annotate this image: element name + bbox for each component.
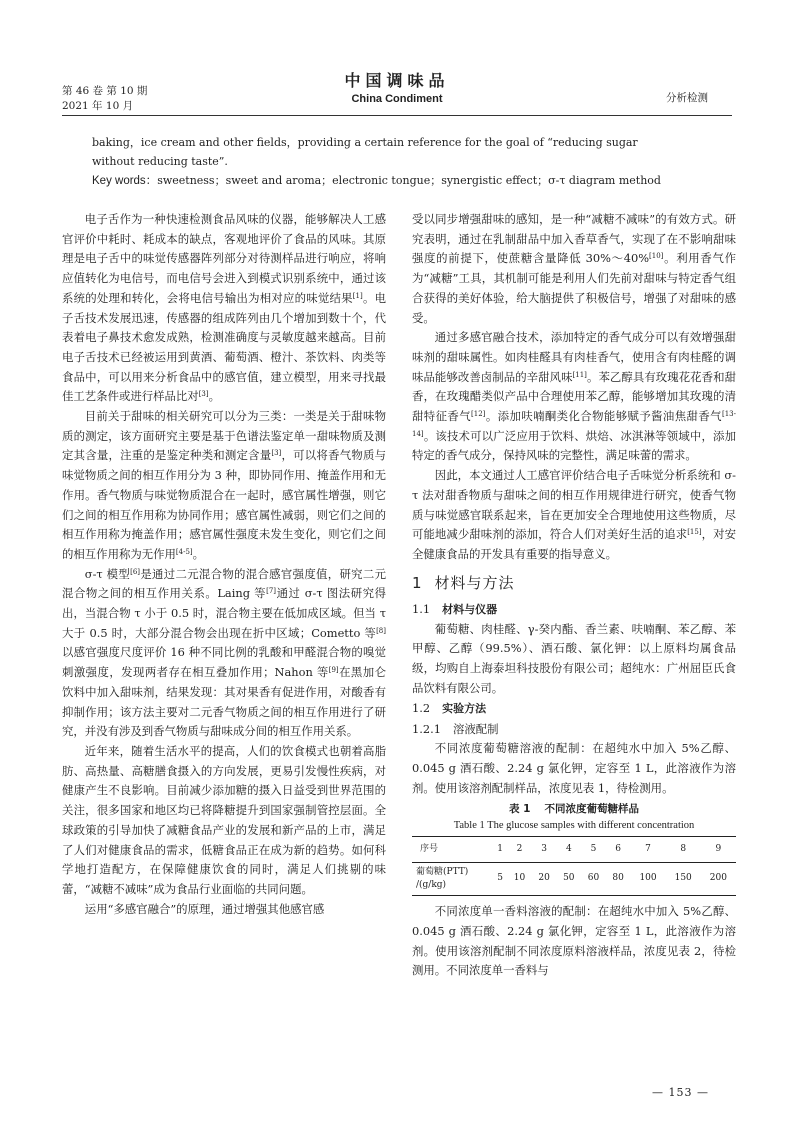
citation: [12]: [471, 410, 486, 419]
paragraph: 通过多感官融合技术，添加特定的香气成分可以有效增强甜味剂的甜味属性。如肉桂醛具有肉桂香气，使用含有肉桂醛的调味品能够改善卤制品的辛甜风味[11]。苯乙醇具有玫瑰花花香和甜香，在玫瑰醋类似产品中合理使用苯乙醇，能够增加其玫瑰的清甜特征香气[12]。添加呋喃酮类化合物能够赋予酱油焦甜香气[13-14]。该技术可以广泛应用于饮料、烘焙、冰淇淋等领域中，添加特定的香气成分，保持风味的完整性，满足味蕾的需求。: [412, 330, 736, 463]
paragraph: 受以同步增强甜味的感知，是一种“减糖不减味”的有效方式。研究表明，通过在乳制甜品中加入香草香气，实现了在不影响甜味强度的前提下，使蔗糖含量降低 30%～40%[10]。利用香气作为“减糖”工具，其机制可能是利用人们先前对甜味与特定香气组合获得的美好体验，给大脑提供了积极信号，增强了对甜味的感受。: [412, 212, 736, 325]
paragraph: 葡萄糖、肉桂醛、γ-癸内酯、香兰素、呋喃酮、苯乙醇、苯甲醇、乙醇（99.5%）、酒石酸、氯化钾：以上原料均属食品级，均购自上海泰坦科技股份有限公司；超纯水：广州屈臣氏食品饮料有限公司。: [412, 621, 736, 695]
table-cell: 80: [606, 863, 631, 896]
citation: [15]: [687, 528, 702, 537]
section-name: 分析检测: [666, 92, 708, 104]
journal-title-en: China Condiment: [351, 93, 443, 105]
citation: [10]: [649, 252, 664, 261]
table-cell: 10: [507, 863, 532, 896]
citation: [3]: [271, 449, 282, 458]
right-column: [412, 210, 736, 981]
keywords-list: sweetness；sweet and aroma；electronic tongue；synergistic effect；σ-τ diagram method: [157, 174, 661, 187]
glucose-table: [412, 836, 736, 897]
section-heading-1-2-1: 1.2.1 溶液配制: [412, 722, 499, 737]
table-header-cell: 序号: [412, 836, 493, 863]
section-heading-1: 1 材料与方法: [412, 573, 515, 592]
table-header-cell: 4: [556, 836, 581, 863]
keywords-label: Key words：: [92, 175, 158, 187]
citation: [8]: [376, 626, 386, 635]
section-heading-1-1: 1.1 材料与仪器: [412, 601, 498, 616]
table-header-cell: 8: [666, 836, 701, 863]
abstract-line-1: baking，ice cream and other fields，providing a certain reference for the goal of “reducing sugar: [92, 136, 638, 149]
paragraph: 运用“多感官融合”的原理，通过增强其他感官感: [84, 901, 325, 916]
table-caption-cn: 表 1 不同浓度葡萄糖样品: [509, 802, 639, 815]
paragraph: 目前关于甜味的相关研究可以分为三类：一类是关于甜味物质的测定，该方面研究主要是基于色谱法鉴定单一甜味物质及测定其含量，注重的是鉴定种类和测定含量[3]，可以将香气物质与味觉物质之间的相互作用分为 3 种，即协同作用、掩盖作用和无作用。香气物质与味觉物质混合在一起时，感官属性增强，则它们之间的相互作用称为协同作用；感官属性减弱，则它们之间的相互作用称为掩盖作用；感官属性强度未发生变化，则它们之间的相互作用称为无作用[4-5]。: [62, 409, 386, 561]
table-header-cell: 2: [507, 836, 532, 863]
citation: [1]: [352, 291, 363, 300]
table-cell: 5: [493, 863, 507, 896]
table-header-row: [412, 836, 736, 863]
left-column: [62, 210, 386, 919]
citation: [7]: [266, 587, 277, 596]
table-header-cell: 9: [701, 836, 736, 863]
paragraph: σ-τ 模型[6]是通过二元混合物的混合感官强度值，研究二元混合物之间的相互作用关系。Laing 等[7]通过 σ-τ 图法研究得出，当混合物 τ 小于 0.5 时，混合物主要在低加成区域。但当 τ 大于 0.5 时，大部分混合物会出现在折中区域；Cometto 等[8]以感官强度尺度评价 16 种不同比例的乳酸和甲醛混合物的嗅觉刺激强度，发现两者存在相互叠加作用；Nahon 等[9]在黑加仑饮料中加入甜味剂，结果发现：其对果香有促进作用，对酸香有抑制作用；该方法主要对二元香气物质之间的相互作用进行了研究，并没有涉及到香气物质与甜味成分间的相互作用关系。: [62, 566, 386, 739]
table-header-cell: 7: [630, 836, 665, 863]
table-header-cell: 5: [581, 836, 606, 863]
journal-volume: 第 46 卷 第 10 期: [62, 85, 148, 97]
paragraph: 因此，本文通过人工感官评价结合电子舌味觉分析系统和 σ-τ 法对甜香物质与甜味之间的相互作用规律进行研究，使香气物质与味觉感官联系起来，旨在更加安全合理地使用这些物质，尽可能地减少甜味剂的添加，符合人们对美好生活的追求[15]，对安全健康食品的开发具有重要的指导意义。: [412, 468, 736, 561]
citation: [6]: [130, 567, 141, 576]
table-cell: 60: [581, 863, 606, 896]
citation: [4-5]: [175, 547, 193, 556]
journal-date: 2021 年 10 月: [62, 100, 134, 112]
citation: [11]: [572, 370, 587, 379]
abstract-line-2: without reducing taste”.: [92, 155, 228, 168]
table-row: [412, 863, 736, 896]
table-row-label: 葡萄糖(PTT) /(g/kg): [412, 863, 493, 896]
table-cell: 100: [630, 863, 665, 896]
table-cell: 50: [556, 863, 581, 896]
table-cell: 20: [532, 863, 557, 896]
section-heading-1-2: 1.2 实验方法: [412, 701, 487, 716]
paragraph: 不同浓度葡萄糖溶液的配制：在超纯水中加入 5%乙醇、0.045 g 酒石酸、2.24 g 氯化钾，定容至 1 L，此溶液作为溶剂。使用该溶剂配制样品，浓度见表 1，待检测用。: [412, 741, 736, 795]
paragraph: 近年来，随着生活水平的提高，人们的饮食模式也朝着高脂肪、高热量、高糖膳食摄入的方向发展，更易引发慢性疾病，对健康产生不良影响。目前减少添加糖的摄入日益受到世界范围的关注，很多国家和地区均已将降糖提升到国家强制管控层面。全球政策的引导加快了减糖食品产业的发展和新产品的上市，满足了人们对健康食品的需求，低糖食品正在成为新的趋势。如何科学地打造配方，在保障健康饮食的同时，满足人们挑剔的味蕾，“减糖不减味”成为食品行业面临的共同问题。: [62, 743, 386, 896]
journal-title-cn: 中国调味品: [344, 71, 450, 90]
keywords: [92, 171, 712, 191]
table-caption-en: Table 1 The glucose samples with different concentration: [453, 819, 695, 831]
citation: [9]: [328, 666, 339, 675]
citation: [3]: [198, 390, 209, 399]
page-number: — 153 —: [652, 1086, 709, 1099]
table-header-cell: 1: [493, 836, 507, 863]
table-header-cell: 6: [606, 836, 631, 863]
abstract-tail: [92, 133, 712, 191]
table-cell: 150: [666, 863, 701, 896]
header-rule: [62, 115, 732, 116]
table-header-cell: 3: [532, 836, 557, 863]
paragraph: 不同浓度单一香料溶液的配制：在超纯水中加入 5%乙醇、0.045 g 酒石酸、2.24 g 氯化钾，定容至 1 L，此溶液作为溶剂。使用该溶剂配制不同浓度原料溶液样品，浓度见表 2，待检测用。不同浓度单一香料与: [412, 904, 736, 978]
citation: [13-14]: [412, 410, 736, 438]
paragraph: 电子舌作为一种快速检测食品风味的仪器，能够解决人工感官评价中耗时、耗成本的缺点，客观地评价了食品的风味。其原理是电子舌中的味觉传感器阵列部分对待测样品进行响应，将响应值转化为电信号，而电信号会进入到模式识别系统中，通过该系统的处理和转化，会将电信号输出为相对应的味觉结果[1]。电子舌技术发展迅速，传感器的组成阵列由几个增加到数十个，代表着电子鼻技术愈发成熟，检测准确度与灵敏度越来越高。目前电子舌技术已经被运用到黄酒、葡萄酒、橙汁、茶饮料、肉类等食品中，可以用来分析食品中的感官值，建立模型，用来寻找最佳工艺条件或进行样品比对[3]。: [62, 212, 386, 404]
table-cell: 200: [701, 863, 736, 896]
